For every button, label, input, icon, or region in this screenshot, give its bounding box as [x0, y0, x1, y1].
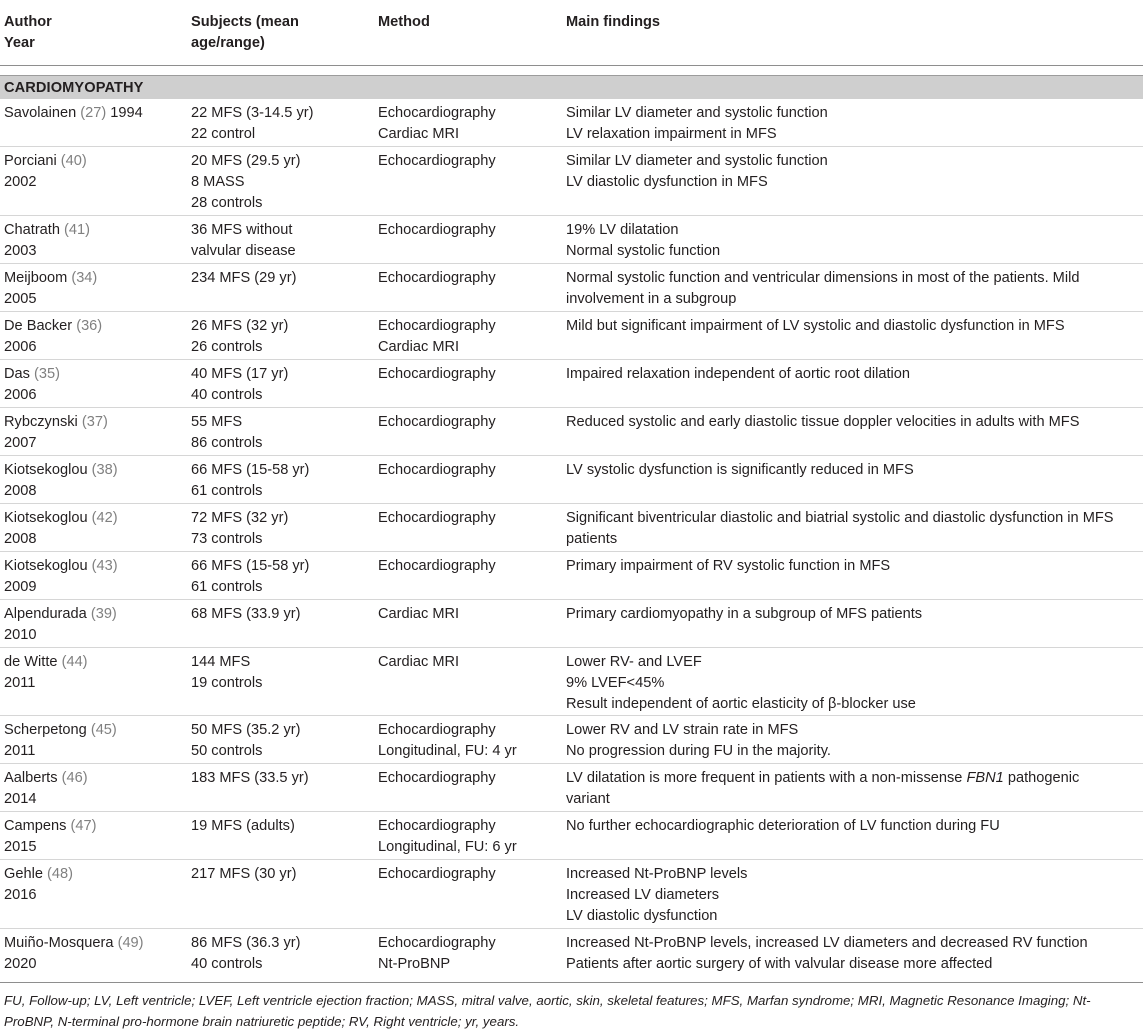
findings-line: Patients after aortic surgery of with valvular disease more affected	[566, 956, 993, 972]
findings-line: Lower RV- and LVEF	[566, 654, 702, 670]
cell-findings	[566, 220, 1140, 262]
method-line: Echocardiography	[378, 462, 496, 478]
cell-method	[378, 864, 558, 885]
reference-link[interactable]: (39)	[90, 606, 117, 622]
cell-subjects	[191, 556, 371, 598]
reference-link[interactable]: (46)	[61, 770, 88, 786]
cell-author-year	[4, 816, 184, 858]
subjects-line: 50 controls	[191, 743, 263, 759]
author-name	[4, 412, 184, 433]
cell-method	[378, 816, 558, 858]
cell-author-year	[4, 556, 184, 598]
year: 2010	[4, 627, 37, 643]
cell-author-year	[4, 316, 184, 358]
subjects-line: 22 MFS (3-14.5 yr)	[191, 105, 314, 121]
cell-method	[378, 604, 558, 625]
findings-line: Primary cardiomyopathy in a subgroup of MFS patients	[566, 606, 923, 622]
cell-author-year	[4, 864, 184, 906]
findings-line: LV relaxation impairment in MFS	[566, 126, 777, 142]
reference-link[interactable]: (42)	[91, 510, 118, 526]
reference-link[interactable]: (45)	[90, 722, 117, 738]
cell-author-year	[4, 508, 184, 550]
subjects-line: 86 MFS (36.3 yr)	[191, 935, 301, 951]
findings-line: Similar LV diameter and systolic function	[566, 153, 828, 169]
method-line: Echocardiography	[378, 414, 496, 430]
cell-subjects	[191, 933, 371, 975]
subjects-line: valvular disease	[191, 243, 296, 259]
method-line: Echocardiography	[378, 318, 496, 334]
reference-link[interactable]: (35)	[34, 366, 60, 382]
cell-author-year	[4, 220, 184, 262]
method-line: Cardiac MRI	[378, 654, 460, 670]
cell-subjects	[191, 508, 371, 550]
table-row	[0, 456, 1143, 504]
reference-link[interactable]: (40)	[60, 153, 87, 169]
findings-line: Primary impairment of RV systolic function in MFS	[566, 558, 891, 574]
cell-findings	[566, 364, 1140, 385]
year: 2015	[4, 839, 37, 855]
author-text: Muiño-Mosquera	[4, 935, 114, 951]
subjects-line: 20 MFS (29.5 yr)	[191, 153, 301, 169]
cell-author-year	[4, 268, 184, 310]
cell-subjects	[191, 460, 371, 502]
subjects-line: 40 controls	[191, 387, 263, 403]
table-footnote: FU, Follow-up; LV, Left ventricle; LVEF, Left ventricle ejection fraction; MASS, mitral valve, aortic, skin, skeletal features; MFS, Marfan syndrome; MRI, Magnetic Resonance Imaging; Nt-ProBNP, N-terminal pro-hormone brain natriuretic peptide; RV, Right ventricle; yr, years.	[4, 993, 1091, 1029]
findings-line: Lower RV and LV strain rate in MFS	[566, 722, 799, 738]
table-row	[0, 860, 1143, 929]
table-row	[0, 360, 1143, 408]
year: 2008	[4, 531, 37, 547]
subjects-line: 61 controls	[191, 483, 263, 499]
author-text: Kiotsekoglou	[4, 462, 88, 478]
subjects-line: 61 controls	[191, 579, 263, 595]
author-text: de Witte	[4, 654, 58, 670]
cell-findings	[566, 316, 1140, 337]
cell-method	[378, 460, 558, 481]
header-findings: Main findings	[566, 14, 661, 30]
cell-method	[378, 268, 558, 289]
header-author: Author	[4, 14, 52, 30]
author-name	[4, 268, 184, 289]
year: 2005	[4, 291, 37, 307]
findings-line: Similar LV diameter and systolic function	[566, 105, 828, 121]
cell-method	[378, 103, 558, 145]
cell-findings	[566, 103, 1140, 145]
subjects-line: 28 controls	[191, 195, 263, 211]
table-row	[0, 408, 1143, 456]
reference-link[interactable]: (43)	[91, 558, 118, 574]
author-text: Rybczynski	[4, 414, 78, 430]
method-line: Echocardiography	[378, 722, 496, 738]
findings-line: Increased Nt-ProBNP levels	[566, 866, 748, 882]
year: 2007	[4, 435, 37, 451]
subjects-line: 8 MASS	[191, 174, 245, 190]
author-name	[4, 933, 184, 954]
author-name	[4, 151, 184, 172]
subjects-line: 22 control	[191, 126, 256, 142]
table-row	[0, 764, 1143, 812]
year: 2011	[4, 675, 36, 691]
author-text: Kiotsekoglou	[4, 558, 88, 574]
findings-line: 9% LVEF<45%	[566, 675, 665, 691]
subjects-line: 40 controls	[191, 956, 263, 972]
table-header	[0, 8, 1143, 64]
table-row	[0, 812, 1143, 860]
cell-subjects	[191, 864, 371, 885]
reference-link[interactable]: (27)	[80, 105, 107, 121]
cell-findings	[566, 768, 1140, 810]
reference-link[interactable]: (47)	[70, 818, 97, 834]
author-text: Scherpetong	[4, 722, 87, 738]
subjects-line: 183 MFS (33.5 yr)	[191, 770, 309, 786]
gene-symbol: FBN1	[966, 770, 1004, 786]
findings-line: involvement in a subgroup	[566, 291, 737, 307]
header-rule	[0, 65, 1143, 66]
subjects-line: 234 MFS (29 yr)	[191, 270, 297, 286]
author-name	[4, 864, 184, 885]
subjects-line: 40 MFS (17 yr)	[191, 366, 289, 382]
reference-link[interactable]: (34)	[71, 270, 98, 286]
year: 2011	[4, 743, 36, 759]
table-row	[0, 99, 1143, 147]
author-name	[4, 220, 184, 241]
author-name	[4, 556, 184, 577]
cell-findings	[566, 268, 1140, 310]
method-line: Echocardiography	[378, 270, 496, 286]
subjects-line: 68 MFS (33.9 yr)	[191, 606, 301, 622]
cell-author-year	[4, 151, 184, 193]
author-year-inline: 1994	[106, 105, 143, 121]
method-line: Echocardiography	[378, 866, 496, 882]
reference-link[interactable]: (37)	[81, 414, 108, 430]
reference-link[interactable]: (49)	[117, 935, 144, 951]
author-name	[4, 103, 184, 124]
author-name	[4, 816, 184, 837]
findings-line: LV systolic dysfunction is significantly reduced in MFS	[566, 462, 914, 478]
author-text: Savolainen	[4, 105, 77, 121]
cell-findings	[566, 864, 1140, 927]
cell-author-year	[4, 460, 184, 502]
subjects-line: 50 MFS (35.2 yr)	[191, 722, 301, 738]
cell-method	[378, 933, 558, 975]
year: 2006	[4, 339, 37, 355]
cell-subjects	[191, 316, 371, 358]
cell-subjects	[191, 268, 371, 289]
subjects-line: 72 MFS (32 yr)	[191, 510, 289, 526]
table-row	[0, 600, 1143, 648]
cell-findings	[566, 933, 1140, 975]
subjects-line: 66 MFS (15-58 yr)	[191, 558, 310, 574]
cell-author-year	[4, 412, 184, 454]
author-text: Campens	[4, 818, 67, 834]
method-line: Longitudinal, FU: 6 yr	[378, 839, 517, 855]
findings-line: Normal systolic function and ventricular dimensions in most of the patients. Mild	[566, 270, 1080, 286]
subjects-line: 66 MFS (15-58 yr)	[191, 462, 310, 478]
findings-line: LV diastolic dysfunction	[566, 908, 718, 924]
table-row	[0, 504, 1143, 552]
method-line: Cardiac MRI	[378, 606, 460, 622]
table-row	[0, 147, 1143, 216]
cell-subjects	[191, 364, 371, 406]
findings-line: Mild but significant impairment of LV systolic and diastolic dysfunction in MFS	[566, 318, 1065, 334]
header-year: Year	[4, 35, 35, 51]
cell-method	[378, 151, 558, 172]
year: 2014	[4, 791, 37, 807]
method-line: Echocardiography	[378, 818, 496, 834]
table-row	[0, 264, 1143, 312]
subjects-line: 144 MFS	[191, 654, 251, 670]
cell-findings	[566, 720, 1140, 762]
cell-author-year	[4, 364, 184, 406]
method-line: Cardiac MRI	[378, 339, 460, 355]
author-text: Aalberts	[4, 770, 58, 786]
author-text: Alpendurada	[4, 606, 87, 622]
year: 2003	[4, 243, 37, 259]
author-text: Meijboom	[4, 270, 68, 286]
findings-line: variant	[566, 791, 610, 807]
cell-findings	[566, 556, 1140, 577]
year: 2006	[4, 387, 37, 403]
author-name	[4, 604, 184, 625]
author-name	[4, 720, 184, 741]
subjects-line: 19 MFS (adults)	[191, 818, 295, 834]
subjects-line: 19 controls	[191, 675, 263, 691]
findings-line: Significant biventricular diastolic and biatrial systolic and diastolic dysfunction in MFS	[566, 510, 1114, 526]
method-line: Echocardiography	[378, 558, 496, 574]
subjects-line: 36 MFS without	[191, 222, 293, 238]
author-text: Gehle	[4, 866, 43, 882]
findings-line: No further echocardiographic deterioration of LV function during FU	[566, 818, 1000, 834]
subjects-line: 26 controls	[191, 339, 263, 355]
cell-subjects	[191, 604, 371, 625]
cell-method	[378, 768, 558, 789]
findings-line: LV dilatation is more frequent in patients with a non-missense FBN1 pathogenic	[566, 770, 1080, 786]
header-subjects-line2: age/range)	[191, 35, 265, 51]
findings-line: Increased LV diameters	[566, 887, 720, 903]
cell-findings	[566, 652, 1140, 715]
header-author-year	[4, 12, 52, 54]
cell-author-year	[4, 768, 184, 810]
cell-method	[378, 412, 558, 433]
footer-rule	[0, 982, 1143, 983]
cell-method	[378, 508, 558, 529]
table-row	[0, 552, 1143, 600]
author-text: Porciani	[4, 153, 57, 169]
section-title: CARDIOMYOPATHY	[4, 80, 144, 96]
method-line: Echocardiography	[378, 153, 496, 169]
method-line: Echocardiography	[378, 770, 496, 786]
findings-line: Result independent of aortic elasticity of β-blocker use	[566, 696, 916, 712]
header-subjects	[191, 12, 299, 54]
cell-method	[378, 364, 558, 385]
author-name	[4, 316, 184, 337]
author-name	[4, 460, 184, 481]
subjects-line: 26 MFS (32 yr)	[191, 318, 289, 334]
cell-findings	[566, 604, 1140, 625]
reference-link[interactable]: (44)	[61, 654, 88, 670]
method-line: Echocardiography	[378, 222, 496, 238]
findings-line: No progression during FU in the majority.	[566, 743, 831, 759]
author-text: Kiotsekoglou	[4, 510, 88, 526]
cell-author-year	[4, 933, 184, 975]
findings-line: Impaired relaxation independent of aortic root dilation	[566, 366, 910, 382]
cell-findings	[566, 460, 1140, 481]
reference-link[interactable]: (41)	[64, 222, 90, 238]
method-line: Echocardiography	[378, 366, 496, 382]
findings-line: Normal systolic function	[566, 243, 721, 259]
year: 2008	[4, 483, 37, 499]
findings-line: Increased Nt-ProBNP levels, increased LV diameters and decreased RV function	[566, 935, 1088, 951]
cell-author-year	[4, 720, 184, 762]
subjects-line: 55 MFS	[191, 414, 243, 430]
cell-findings	[566, 151, 1140, 193]
cell-author-year	[4, 604, 184, 646]
findings-line: 19% LV dilatation	[566, 222, 679, 238]
method-line: Cardiac MRI	[378, 126, 460, 142]
subjects-line: 217 MFS (30 yr)	[191, 866, 297, 882]
method-line: Echocardiography	[378, 510, 496, 526]
author-name	[4, 652, 184, 673]
method-line: Echocardiography	[378, 935, 496, 951]
reference-link[interactable]: (38)	[91, 462, 118, 478]
author-name	[4, 508, 184, 529]
cell-findings	[566, 816, 1140, 837]
table-row	[0, 929, 1143, 982]
cell-method	[378, 652, 558, 673]
cell-subjects	[191, 220, 371, 262]
method-line: Nt-ProBNP	[378, 956, 451, 972]
cell-findings	[566, 412, 1140, 433]
cell-method	[378, 720, 558, 762]
table-row	[0, 312, 1143, 360]
findings-line: LV diastolic dysfunction in MFS	[566, 174, 768, 190]
cell-subjects	[191, 412, 371, 454]
year: 2016	[4, 887, 37, 903]
year: 2002	[4, 174, 37, 190]
cell-subjects	[191, 151, 371, 214]
author-text: Das	[4, 366, 30, 382]
year: 2009	[4, 579, 37, 595]
subjects-line: 86 controls	[191, 435, 263, 451]
method-line: Echocardiography	[378, 105, 496, 121]
year: 2020	[4, 956, 37, 972]
cell-subjects	[191, 720, 371, 762]
findings-line: Reduced systolic and early diastolic tissue doppler velocities in adults with MFS	[566, 414, 1080, 430]
cell-subjects	[191, 768, 371, 789]
method-line: Longitudinal, FU: 4 yr	[378, 743, 517, 759]
table-row	[0, 648, 1143, 716]
cell-author-year	[4, 103, 184, 124]
cell-subjects	[191, 816, 371, 837]
header-method: Method	[378, 14, 430, 30]
author-name	[4, 768, 184, 789]
table-row	[0, 216, 1143, 264]
cell-author-year	[4, 652, 184, 694]
reference-link[interactable]: (36)	[76, 318, 103, 334]
cell-subjects	[191, 103, 371, 145]
subjects-line: 73 controls	[191, 531, 263, 547]
cell-method	[378, 220, 558, 241]
table-row	[0, 716, 1143, 764]
author-text: De Backer	[4, 318, 73, 334]
header-subjects-line1: Subjects (mean	[191, 14, 299, 30]
cell-method	[378, 556, 558, 577]
author-text: Chatrath	[4, 222, 60, 238]
cell-findings	[566, 508, 1140, 550]
section-header-cardiomyopathy	[0, 75, 1143, 99]
findings-line: patients	[566, 531, 618, 547]
reference-link[interactable]: (48)	[47, 866, 73, 882]
cell-method	[378, 316, 558, 358]
cell-subjects	[191, 652, 371, 694]
author-name	[4, 364, 184, 385]
